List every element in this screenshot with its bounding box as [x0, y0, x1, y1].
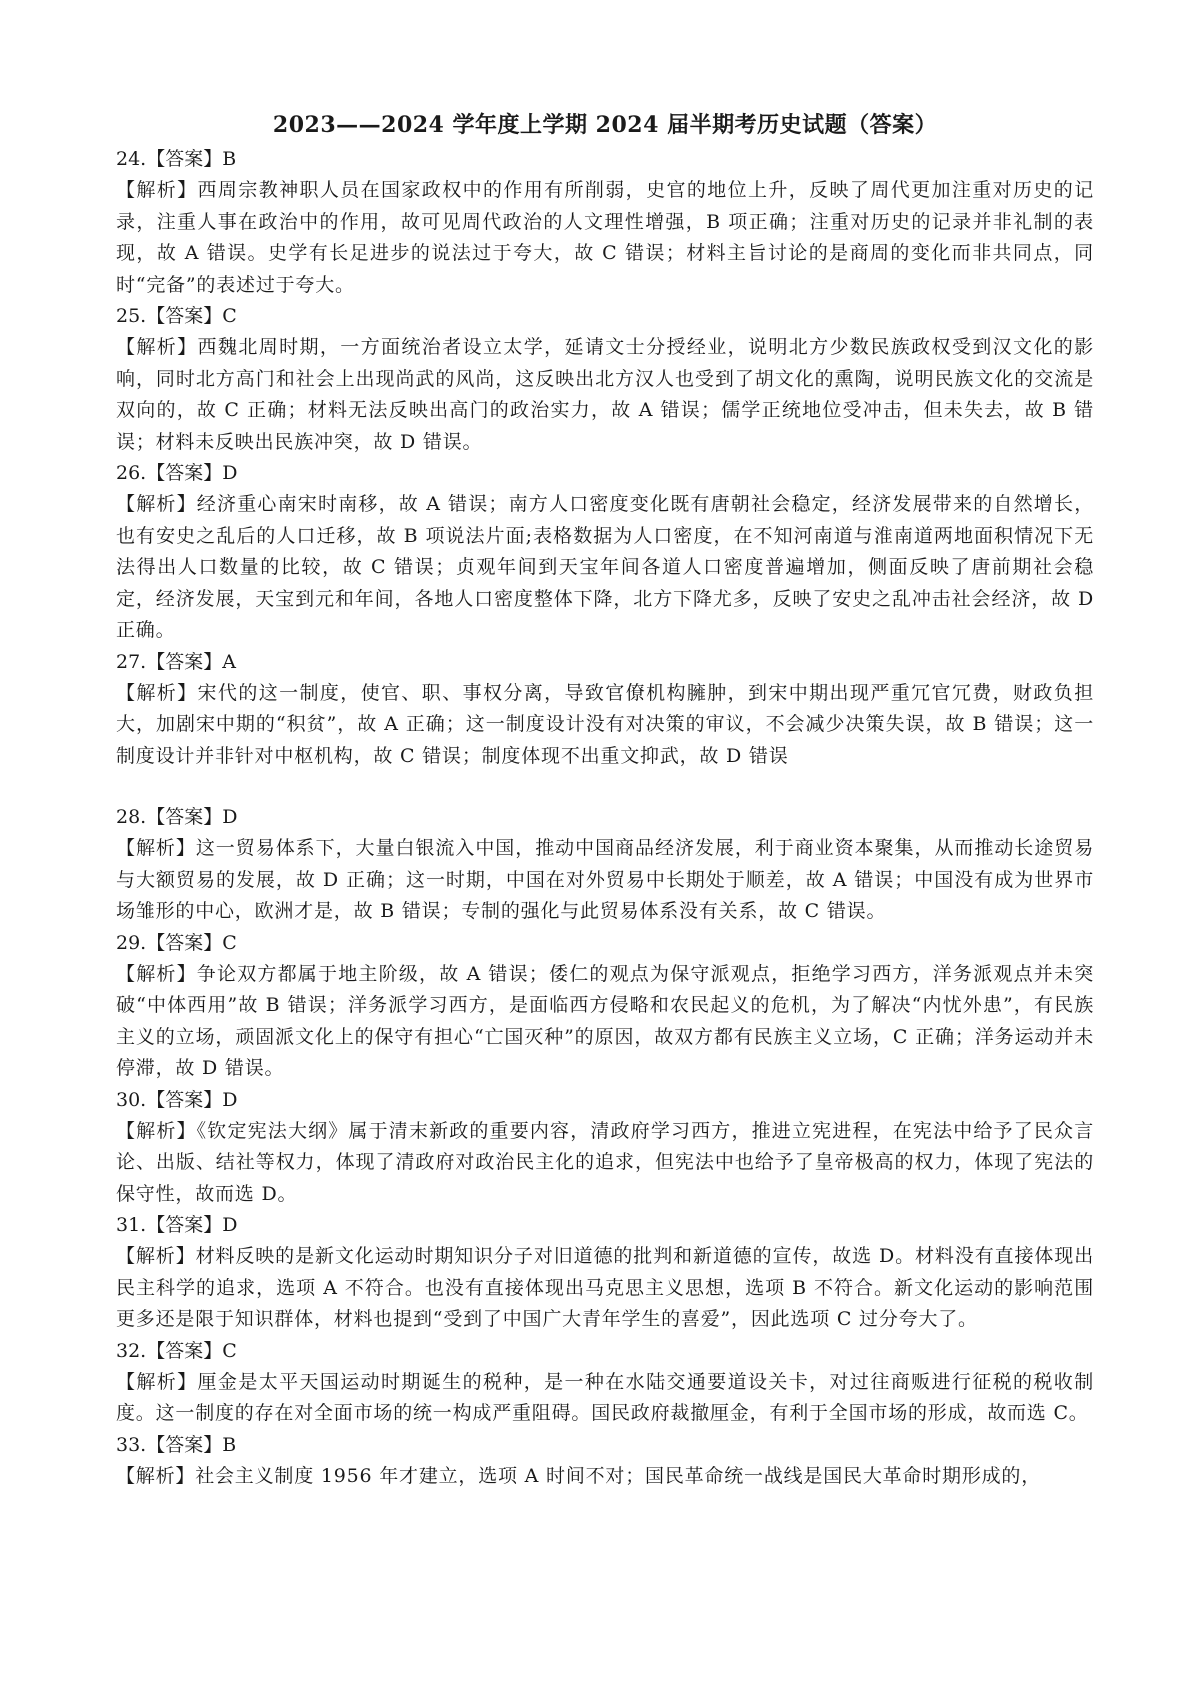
document-title: 2023——2024 学年度上学期 2024 届半期考历史试题（答案）: [272, 112, 938, 138]
analysis-text: 【解析】西周宗教神职人员在国家政权中的作用有所削弱，史官的地位上升，反映了周代更加注重对历史的记录，注重人事在政治中的作用，故可见周代政治的人文理性增强，B 项正确；注重对历史的记录并非礼制的表现，故 A 错误。史学有长足进步的说法过于夸大，故 C 错误；材料主旨讨论的是商周的变化而非共同点，同时“完备”的表述过于夸大。: [116, 179, 1094, 296]
answer-line: 24.【答案】B: [116, 148, 237, 170]
question-32: [116, 1336, 1094, 1430]
answer-line: 29.【答案】C: [116, 931, 237, 954]
answer-line: 32.【答案】C: [116, 1339, 237, 1362]
section-gap: [116, 772, 1094, 802]
answer-line: 30.【答案】D: [116, 1088, 238, 1111]
analysis-text: 【解析】经济重心南宋时南移，故 A 错误；南方人口密度变化既有唐朝社会稳定，经济发展带来的自然增长，也有安史之乱后的人口迁移，故 B 项说法片面;表格数据为人口密度，在不知河南道与淮南道两地面积情况下无法得出人口数量的比较，故 C 错误；贞观年间到天宝年间各道人口密度普遍增加，侧面反映了唐前期社会稳定，经济发展，天宝到元和年间，各地人口密度整体下降，北方下降尤多，反映了安史之乱冲击社会经济，故 D 正确。: [116, 493, 1094, 641]
analysis-text: 【解析】这一贸易体系下，大量白银流入中国，推动中国商品经济发展，利于商业资本聚集，从而推动长途贸易与大额贸易的发展，故 D 正确；这一时期，中国在对外贸易中长期处于顺差，故 A 错误；中国没有成为世界市场雏形的中心，欧洲才是，故 B 错误；专制的强化与此贸易体系没有关系，故 C 错误。: [116, 837, 1094, 922]
question-33: [116, 1430, 1094, 1493]
answer-line: 28.【答案】D: [116, 806, 238, 828]
question-30: [116, 1085, 1094, 1211]
analysis-text: 【解析】西魏北周时期，一方面统治者设立太学，延请文士分授经业，说明北方少数民族政权受到汉文化的影响，同时北方高门和社会上出现尚武的风尚，这反映出北方汉人也受到了胡文化的熏陶，说明民族文化的交流是双向的，故 C 正确；材料无法反映出高门的政治实力，故 A 错误；儒学正统地位受冲击，但未失去，故 B 错误；材料未反映出民族冲突，故 D 错误。: [116, 336, 1094, 453]
analysis-text: 【解析】争论双方都属于地主阶级，故 A 错误；倭仁的观点为保守派观点，拒绝学习西方，洋务派观点并未突破“中体西用”故 B 错误；洋务派学习西方，是面临西方侵略和农民起义的危机，为了解决“内忧外患”，有民族主义的立场，顽固派文化上的保守有担心“亡国灭种”的原因，故双方都有民族主义立场，C 正确；洋务运动并未停滞，故 D 错误。: [116, 962, 1094, 1079]
question-25: [116, 301, 1094, 458]
analysis-text: 【解析】宋代的这一制度，使官、职、事权分离，导致官僚机构臃肿，到宋中期出现严重冗官冗费，财政负担大，加剧宋中期的“积贫”，故 A 正确；这一制度设计没有对决策的审议，不会减少决策失误，故 B 错误；这一制度设计并非针对中枢机构，故 C 错误；制度体现不出重文抑武，故 D 错误: [116, 681, 1094, 767]
answer-line: 27.【答案】A: [116, 650, 236, 673]
answer-line: 33.【答案】B: [116, 1433, 237, 1456]
question-31: [116, 1210, 1094, 1336]
analysis-text: 【解析】《钦定宪法大纲》属于清末新政的重要内容，清政府学习西方，推进立宪进程，在宪法中给予了民众言论、出版、结社等权力，体现了清政府对政治民主化的追求，但宪法中也给予了皇帝极高的权力，体现了宪法的保守性，故而选 D。: [116, 1119, 1094, 1205]
analysis-text: 【解析】材料反映的是新文化运动时期知识分子对旧道德的批判和新道德的宣传，故选 D。材料没有直接体现出民主科学的追求，选项 A 不符合。也没有直接体现出马克思主义思想，选项 B 不符合。新文化运动的影响范围更多还是限于知识群体，材料也提到“受到了中国广大青年学生的喜爱”，因此选项 C 过分夸大了。: [116, 1245, 1094, 1330]
answer-line: 31.【答案】D: [116, 1214, 238, 1236]
question-29: [116, 928, 1094, 1085]
question-24: [116, 144, 1094, 301]
question-28: [116, 802, 1094, 928]
answer-line: 25.【答案】C: [116, 305, 237, 327]
answer-line: 26.【答案】D: [116, 462, 238, 484]
analysis-text: 【解析】社会主义制度 1956 年才建立，选项 A 时间不对；国民革命统一战线是国民大革命时期形成的，: [116, 1464, 1042, 1487]
question-27: [116, 647, 1094, 773]
analysis-text: 【解析】厘金是太平天国运动时期诞生的税种，是一种在水陆交通要道设关卡，对过往商贩进行征税的税收制度。这一制度的存在对全面市场的统一构成严重阻碍。国民政府裁撤厘金，有利于全国市场的形成，故而选 C。: [116, 1370, 1094, 1424]
question-26: [116, 458, 1094, 647]
